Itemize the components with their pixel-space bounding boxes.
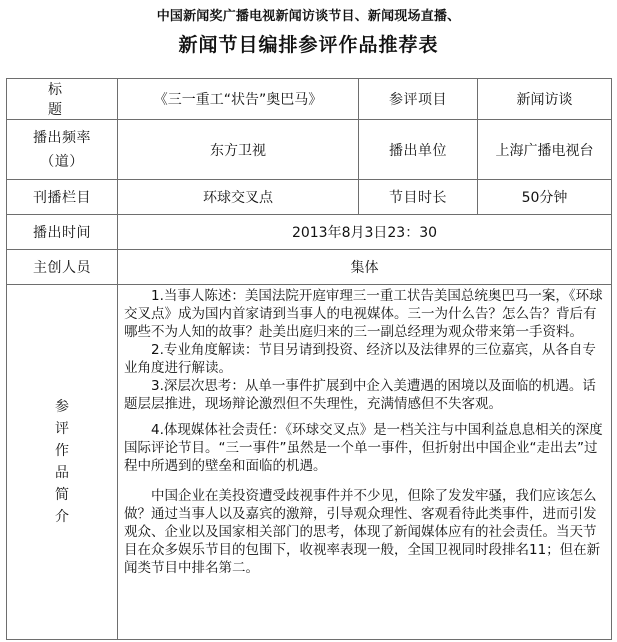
row-creator	[7, 250, 612, 285]
column-label: 刊播栏目	[7, 180, 118, 215]
row-airtime	[7, 215, 612, 250]
creator-value: 集体	[118, 250, 612, 285]
intro-paragraph-2: 2.专业角度解读：节目另请到投资、经济以及法律界的三位嘉宾，从各自专业角度进行解读。	[124, 342, 596, 376]
intro-paragraph-4: 4.体现媒体社会责任：《环球交叉点》是一档关注与中国利益息息相关的深度国际评论节目。“三一事件”虽然是一个单一事件，但折射出中国企业“走出去”过程中所遇到的壁垒和面临的机遇。	[124, 422, 603, 474]
form-subtitle: 中国新闻奖广播电视新闻访谈节目、新闻现场直播、	[156, 9, 461, 24]
intro-label-char: 介	[55, 509, 69, 525]
intro-label	[7, 285, 118, 640]
airtime-label: 播出时间	[7, 215, 118, 250]
duration-value: 50分钟	[478, 180, 612, 215]
creator-label: 主创人员	[7, 250, 118, 285]
duration-label: 节目时长	[359, 180, 478, 215]
intro-label-char: 简	[55, 487, 69, 503]
row-column	[7, 180, 612, 215]
form-title: 新闻节目编排参评作品推荐表	[178, 34, 439, 56]
category-value: 新闻访谈	[478, 79, 612, 120]
airtime-value: 2013年8月3日23：30	[118, 215, 612, 250]
channel-label-line2: （道）	[40, 153, 84, 170]
title-label: 标 题	[7, 79, 118, 120]
channel-value: 东方卫视	[118, 120, 359, 180]
intro-paragraph-3: 3.深层次思考：从单一事件扩展到中企入美遭遇的困境以及面临的机遇。话题层层推进，现场辩论激烈但不失理性，充满情感但不失客观。	[124, 378, 596, 412]
intro-label-char: 品	[55, 465, 69, 481]
form-table	[6, 78, 612, 640]
intro-paragraph-1: 1.当事人陈述：美国法院开庭审理三一重工状告美国总统奥巴马一案，《环球交叉点》成为国内首家请到当事人的电视媒体。三一为什么告？怎么告？背后有哪些不为人知的故事？赴美出庭归来的三一副总经理为观众带来第一手资料。	[124, 288, 603, 340]
unit-label: 播出单位	[359, 120, 478, 180]
channel-label	[7, 120, 118, 180]
row-title	[7, 79, 612, 120]
row-channel	[7, 120, 612, 180]
channel-label-line1: 播出频率	[33, 129, 91, 146]
unit-value: 上海广播电视台	[478, 120, 612, 180]
title-value: 《三一重工“状告”奥巴马》	[118, 79, 359, 120]
column-value: 环球交叉点	[118, 180, 359, 215]
intro-label-char: 参	[55, 399, 69, 415]
category-label: 参评项目	[359, 79, 478, 120]
intro-text	[118, 285, 612, 640]
intro-label-char: 作	[55, 443, 69, 459]
row-intro	[7, 285, 612, 640]
intro-label-char: 评	[55, 421, 69, 437]
intro-paragraph-5: 中国企业在美投资遭受歧视事件并不少见，但除了发发牢骚，我们应该怎么做？通过当事人以及嘉宾的激辩，引导观众理性、客观看待此类事件，进而引发观众、企业以及国家相关部门的思考，体现了新闻媒体应有的社会责任。当天节目在众多娱乐节目的包围下，收视率表现一般，全国卫视同时段排名11；但在新闻类节目中排名第二。	[124, 488, 601, 576]
